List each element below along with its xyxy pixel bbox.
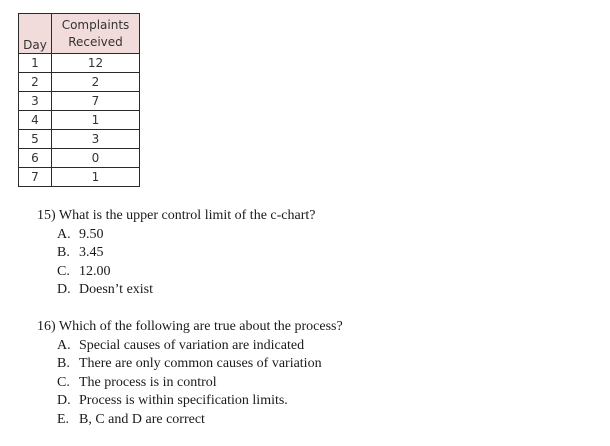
complaints-cell: 12 — [52, 54, 140, 73]
complaints-header-line1: Complaints — [61, 17, 130, 32]
answer-option — [57, 263, 315, 282]
answer-option — [57, 226, 315, 245]
complaints-table — [18, 13, 140, 187]
option-letter: C. — [57, 374, 70, 390]
option-text: 9.50 — [79, 226, 104, 242]
table-row — [19, 168, 140, 187]
answer-option — [57, 281, 315, 300]
day-cell: 5 — [19, 130, 52, 149]
complaints-header-line2: Received — [68, 34, 123, 49]
question-16 — [0, 318, 343, 429]
table-row — [19, 149, 140, 168]
day-cell: 7 — [19, 168, 52, 187]
answer-options — [0, 337, 343, 430]
day-cell: 2 — [19, 73, 52, 92]
option-letter: D. — [57, 393, 71, 408]
question-stem: 16) Which of the following are true about the process? — [37, 319, 343, 334]
table-row — [19, 130, 140, 149]
table-row — [19, 92, 140, 111]
option-letter: D. — [57, 282, 71, 297]
complaints-cell: 0 — [52, 149, 140, 168]
day-cell: 1 — [19, 54, 52, 73]
answer-option — [57, 355, 343, 374]
option-letter: A. — [57, 337, 71, 353]
option-letter: C. — [57, 263, 70, 279]
day-cell: 3 — [19, 92, 52, 111]
complaints-cell: 3 — [52, 130, 140, 149]
table-row — [19, 73, 140, 92]
option-letter: E. — [57, 411, 70, 427]
table-row — [19, 111, 140, 130]
option-text: Process is within specification limits. — [79, 393, 288, 408]
option-text: 3.45 — [79, 245, 104, 260]
answer-options — [0, 226, 315, 300]
answer-option — [57, 392, 343, 411]
answer-option — [57, 374, 343, 393]
option-text: Special causes of variation are indicated — [79, 337, 305, 353]
day-column-header: Day — [19, 14, 52, 54]
option-letter: B. — [57, 356, 70, 371]
option-text: 12.00 — [79, 263, 111, 279]
complaints-column-header — [52, 14, 140, 54]
answer-option — [57, 337, 343, 356]
complaints-cell: 2 — [52, 73, 140, 92]
complaints-cell: 1 — [52, 111, 140, 130]
question-stem: 15) What is the upper control limit of the c-chart? — [37, 208, 316, 223]
question-15 — [0, 207, 315, 300]
option-text: There are only common causes of variation — [79, 356, 322, 371]
day-cell: 4 — [19, 111, 52, 130]
answer-option — [57, 411, 343, 430]
answer-option — [57, 244, 315, 263]
complaints-cell: 7 — [52, 92, 140, 111]
option-letter: A. — [57, 226, 71, 242]
option-text: Doesn’t exist — [79, 282, 154, 297]
table-row — [19, 54, 140, 73]
complaints-cell: 1 — [52, 168, 140, 187]
option-letter: B. — [57, 245, 70, 260]
table-header-row — [19, 14, 140, 54]
option-text: The process is in control — [79, 374, 217, 390]
day-cell: 6 — [19, 149, 52, 168]
option-text: B, C and D are correct — [79, 411, 205, 427]
